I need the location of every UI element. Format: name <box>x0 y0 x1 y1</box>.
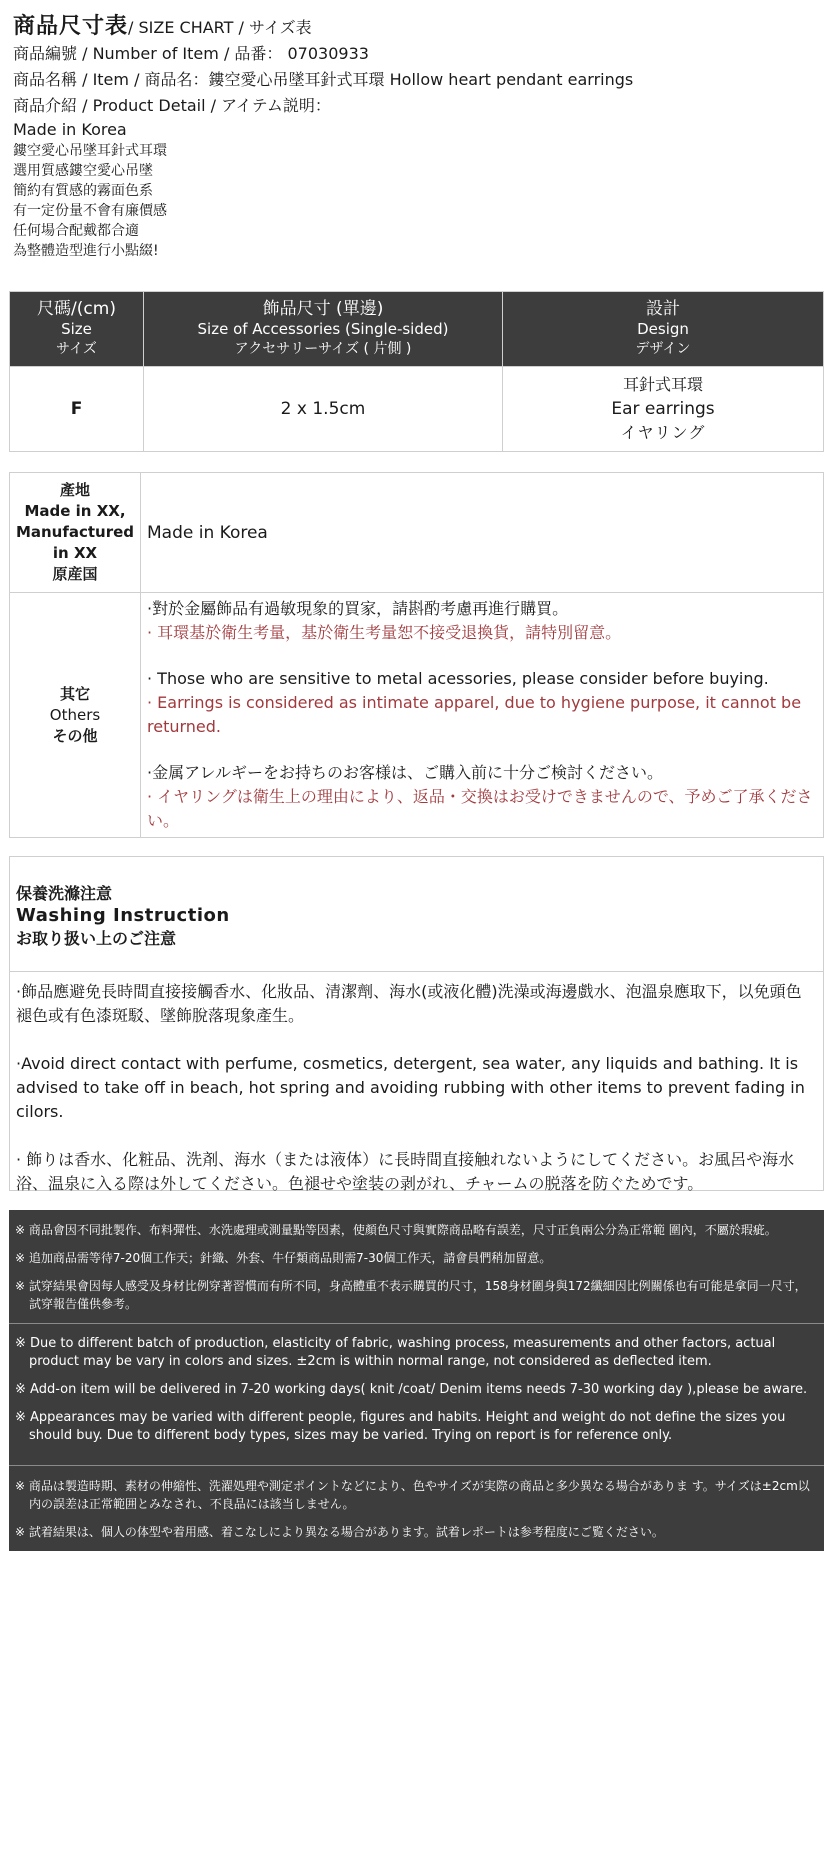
washing-title-cn: 保養洗滌注意 <box>16 884 113 903</box>
origin-value: Made in Korea <box>141 473 824 593</box>
detail-item: 選用質感鏤空愛心吊墜 <box>13 163 153 179</box>
notice-item: ※ Appearances may be varied with different people, figures and habits. Height and weight do not define the sizes you should buy. Due to different body types, sizes may be varied. Trying on report is for reference only. <box>15 1410 786 1443</box>
header-en: Design <box>637 320 689 338</box>
washing-heading <box>10 857 823 972</box>
others-label-cn: 其它 <box>59 684 90 703</box>
detail-item: 為整體造型進行小點綴! <box>13 243 159 259</box>
washing-instruction-box <box>9 856 824 1191</box>
header-jp: デザイン <box>635 341 691 357</box>
size-value: F <box>10 367 144 452</box>
design-en: Ear earrings <box>611 399 715 419</box>
notice-item: ※ 商品は製造時期、素材の伸縮性、洗濯処理や測定ポイントなどにより、色やサイズが実際の商品と多少異なる場合がありま す。サイズは±2cm以内の誤差は正常範囲とみなされ、不良品には該当しません。 <box>15 1479 810 1511</box>
header-cn: 尺碼/(cm) <box>37 299 116 319</box>
origin-label-en: Made in XX, Manufactured in XX <box>15 502 135 562</box>
item-name: 商品名稱 / Item / 商品名：鏤空愛心吊墜耳針式耳環 Hollow heart pendant earrings <box>13 70 634 89</box>
notice-item: ※ Add-on item will be delivered in 7-20 working days( knit /coat/ Denim items needs 7-30 working day ),please be aware. <box>15 1382 808 1397</box>
header-jp: サイズ <box>56 341 97 357</box>
others-warning-jp: · イヤリングは衛生上の理由により、返品・交換はお受けできませんので、予めご了承ください。 <box>147 787 813 830</box>
table-row <box>10 367 824 452</box>
washing-title-jp: お取り扱い上のご注意 <box>16 929 177 948</box>
origin-label-cn: 產地 <box>59 481 90 499</box>
others-row <box>10 593 824 838</box>
design-value <box>503 367 824 452</box>
origin-label-jp: 原産国 <box>52 565 98 583</box>
others-warning-cn: · 耳環基於衛生考量，基於衛生考量恕不接受退換貨，請特別留意。 <box>147 623 622 642</box>
header-jp: アクセサリーサイズ ( 片側 ) <box>234 341 412 357</box>
others-note-jp: ·金属アレルギーをお持ちのお客様は、ご購入前に十分ご検討ください。 <box>147 763 664 782</box>
origin-label <box>10 473 141 593</box>
accessory-size-value: 2 x 1.5cm <box>144 367 503 452</box>
design-header <box>503 292 824 367</box>
washing-body <box>10 972 823 1193</box>
size-chart-title-suffix: / SIZE CHART / サイズ表 <box>128 18 312 37</box>
header-cn: 設計 <box>646 299 680 319</box>
others-note-en: · Those who are sensitive to metal acessories, please consider before buying. <box>147 669 769 688</box>
notice-group-en <box>9 1324 824 1466</box>
notice-item: ※ 試着結果は、個人の体型や着用感、着こなしにより異なる場合があります。試着レポートは参考程度にご覧ください。 <box>15 1525 664 1539</box>
size-table-header-row <box>10 292 824 367</box>
detail-item: 有一定份量不會有廉價感 <box>13 203 167 219</box>
notice-item: ※ 商品會因不同批製作、布料彈性、水洗處理或測量點等因素，使顏色尺寸與實際商品略有誤差，尺寸正負兩公分為正常範 圍內，不屬於瑕疵。 <box>15 1223 777 1237</box>
others-value <box>141 593 824 838</box>
accessory-size-header <box>144 292 503 367</box>
detail-item: 簡約有質感的霧面色系 <box>13 183 153 199</box>
design-jp: イヤリング <box>620 423 706 442</box>
product-info <box>13 14 823 261</box>
notice-group-jp <box>9 1466 824 1551</box>
size-header <box>10 292 144 367</box>
header-en: Size of Accessories (Single-sided) <box>197 320 449 338</box>
design-cn: 耳針式耳環 <box>622 375 703 394</box>
origin-row <box>10 473 824 593</box>
others-label-jp: その他 <box>52 726 98 745</box>
notice-panel <box>9 1210 824 1551</box>
notice-item: ※ Due to different batch of production, elasticity of fabric, washing process, measurements and other factors, actual product may be vary in colors and sizes. ±2cm is within normal range, not considered as deflected item. <box>15 1336 776 1369</box>
product-detail-list <box>13 119 823 261</box>
others-note-cn: ·對於金屬飾品有過敏現象的買家，請斟酌考慮再進行購買。 <box>147 599 569 618</box>
detail-item: 鏤空愛心吊墜耳針式耳環 <box>13 143 167 159</box>
washing-text-cn: ·飾品應避免長時間直接接觸香水、化妝品、清潔劑、海水(或液化體)洗澡或海邊戲水、泡溫泉應取下，以免頭色褪色或有色漆斑駁、墜飾脫落現象產生。 <box>16 982 802 1025</box>
size-chart-heading <box>13 14 823 41</box>
notice-item: ※ 試穿結果會因每人感受及身材比例穿著習慣而有所不同，身高體重不表示購買的尺寸，158身材圍身與172纖細因比例關係也有可能是拿同一尺寸，試穿報告僅供參考。 <box>15 1279 807 1311</box>
washing-title-en: Washing Instruction <box>16 905 230 926</box>
washing-text-jp: · 飾りは香水、化粧品、洗剤、海水（または液体）に長時間直接触れないようにしてください。お風呂や海水浴、温泉に入る際は外してください。色褪せや塗装の剥がれ、チャームの脱落を防ぐためです。 <box>16 1150 795 1193</box>
size-chart-title: 商品尺寸表 <box>13 14 129 39</box>
size-table <box>9 291 824 452</box>
others-label <box>10 593 141 838</box>
product-detail-label: 商品介紹 / Product Detail / アイテム説明： <box>13 96 331 115</box>
notice-item: ※ 追加商品需等待7-20個工作天；針織、外套、牛仔類商品則需7-30個工作天，請會員們稍加留意。 <box>15 1251 552 1265</box>
notice-group-cn <box>9 1210 824 1324</box>
item-number: 商品編號 / Number of Item / 品番： 07030933 <box>13 44 369 63</box>
origin-others-table <box>9 472 824 838</box>
others-label-en: Others <box>49 705 101 724</box>
header-cn: 飾品尺寸 (單邊) <box>262 299 384 319</box>
header-en: Size <box>61 320 92 338</box>
washing-text-en: ·Avoid direct contact with perfume, cosmetics, detergent, sea water, any liquids and bathing. It is advised to take off in beach, hot spring and avoiding rubbing with other items to prevent fading in cilors. <box>16 1054 805 1121</box>
detail-item: Made in Korea <box>13 120 127 139</box>
detail-item: 任何場合配戴都合適 <box>13 223 139 239</box>
others-warning-en: · Earrings is considered as intimate apparel, due to hygiene purpose, it cannot be returned. <box>147 693 802 736</box>
